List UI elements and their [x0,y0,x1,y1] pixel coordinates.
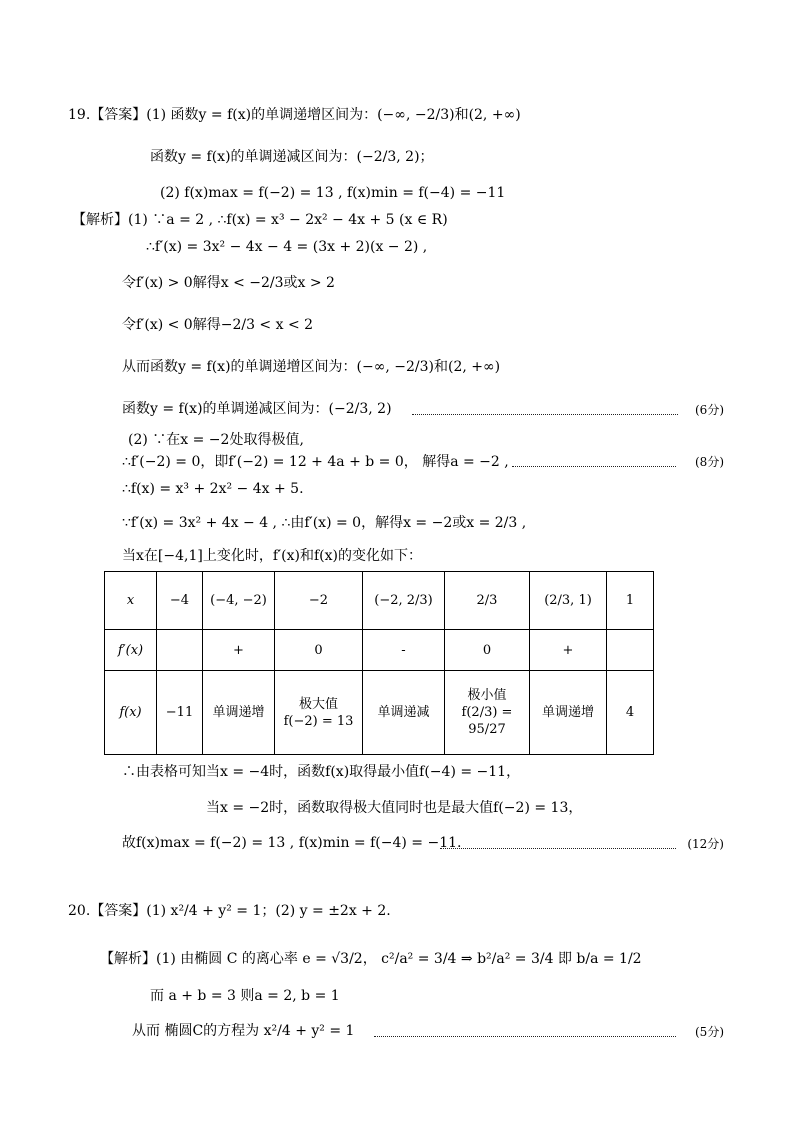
table-cell: 0 [445,630,530,671]
table-cell [607,630,654,671]
table-cell: f′(x) [105,630,157,671]
q19-answer-line3: (2) f(x)max = f(−2) = 13 , f(x)min = f(−4) = −11 [160,185,506,201]
table-cell [157,630,203,671]
score-12: (12分) [687,837,724,851]
score-8: (8分) [695,455,724,469]
q19-analysis-line3: 令f′(x) > 0解得x < −2/3或x > 2 [122,275,335,291]
q19-analysis-line11: 当x在[−4,1]上变化时，f′(x)和f(x)的变化如下： [122,548,422,564]
dotted-leader [512,466,676,467]
table-cell: 4 [607,671,654,755]
max-value: f(−2) = 13 [283,713,354,729]
q19-conclusion-line2: 当x = −2时，函数取得极大值同时也是最大值f(−2) = 13， [206,800,583,816]
q20-analysis-line1: 【解析】(1) 由椭圆 C 的离心率 e = √3/2， c²/a² = 3/4 ⇒ b²/a² = 3/4 即 b/a = 1/2 [100,951,642,967]
table-cell: 单调递减 [363,671,445,755]
table-cell: −11 [157,671,203,755]
max-label: 极大值 [298,696,338,712]
table-row-fprime [105,630,654,671]
table-cell: (2/3, 1) [530,572,607,630]
table-cell: (−2, 2/3) [363,572,445,630]
dotted-leader [440,848,676,849]
table-cell: −2 [275,572,363,630]
q19-analysis-line8: ∴f′(−2) = 0，即f′(−2) = 12 + 4a + b = 0， 解得a = −2 , [122,454,509,470]
q19-analysis-line2: ∴f′(x) = 3x² − 4x − 4 = (3x + 2)(x − 2) , [146,239,428,255]
q19-analysis-line10: ∵f′(x) = 3x² + 4x − 4 , ∴由f′(x) = 0，解得x = −2或x = 2/3 , [122,515,527,531]
table-cell: 2/3 [445,572,530,630]
score-5: (5分) [695,1025,724,1039]
table-cell [445,671,530,755]
table-row-f [105,671,654,755]
dotted-leader [412,414,678,415]
q19-analysis-line1: 【解析】(1) ∵a = 2 , ∴f(x) = x³ − 2x² − 4x + 5 (x ∈ R) [72,212,448,228]
q19-analysis-line4: 令f′(x) < 0解得−2/3 < x < 2 [122,317,314,333]
q19-analysis-line6: 函数y = f(x)的单调递减区间为：(−2/3, 2) [122,401,392,417]
table-cell: x [105,572,157,630]
q19-answer-line2: 函数y = f(x)的单调递减区间为：(−2/3, 2)； [150,149,434,165]
q20-analysis-line2: 而 a + b = 3 则a = 2, b = 1 [150,988,340,1004]
q19-conclusion-line1: ∴由表格可知当x = −4时，函数f(x)取得最小值f(−4) = −11， [122,764,521,780]
q20-analysis-line3: 从而 椭圆C的方程为 x²/4 + y² = 1 [132,1023,355,1039]
table-cell: 0 [275,630,363,671]
dotted-leader [374,1036,676,1037]
table-cell: 单调递增 [530,671,607,755]
table-cell: + [530,630,607,671]
table-row-x [105,572,654,630]
q19-answer-line1: 19.【答案】(1) 函数y = f(x)的单调递增区间为：(−∞, −2/3)和(2, +∞) [68,107,521,123]
variation-table [104,571,654,755]
q19-analysis-line5: 从而函数y = f(x)的单调递增区间为：(−∞, −2/3)和(2, +∞) [122,359,501,375]
q19-analysis-line9: ∴f(x) = x³ + 2x² − 4x + 5. [122,481,304,497]
q20-answer: 20.【答案】(1) x²/4 + y² = 1；(2) y = ±2x + 2. [68,903,391,919]
min-label: 极小值 [467,688,507,703]
score-6: (6分) [695,403,724,417]
table-cell: + [203,630,275,671]
table-cell: 单调递增 [203,671,275,755]
table-cell: 1 [607,572,654,630]
table-cell: - [363,630,445,671]
q19-conclusion-line3: 故f(x)max = f(−2) = 13 , f(x)min = f(−4) = −11. [122,835,462,851]
table-cell [275,671,363,755]
table-cell: f(x) [105,671,157,755]
q19-analysis-line7: (2) ∵在x = −2处取得极值, [128,432,304,448]
table-cell: −4 [157,572,203,630]
table-cell: (−4, −2) [203,572,275,630]
min-value: f(2/3) = 95/27 [461,705,513,737]
